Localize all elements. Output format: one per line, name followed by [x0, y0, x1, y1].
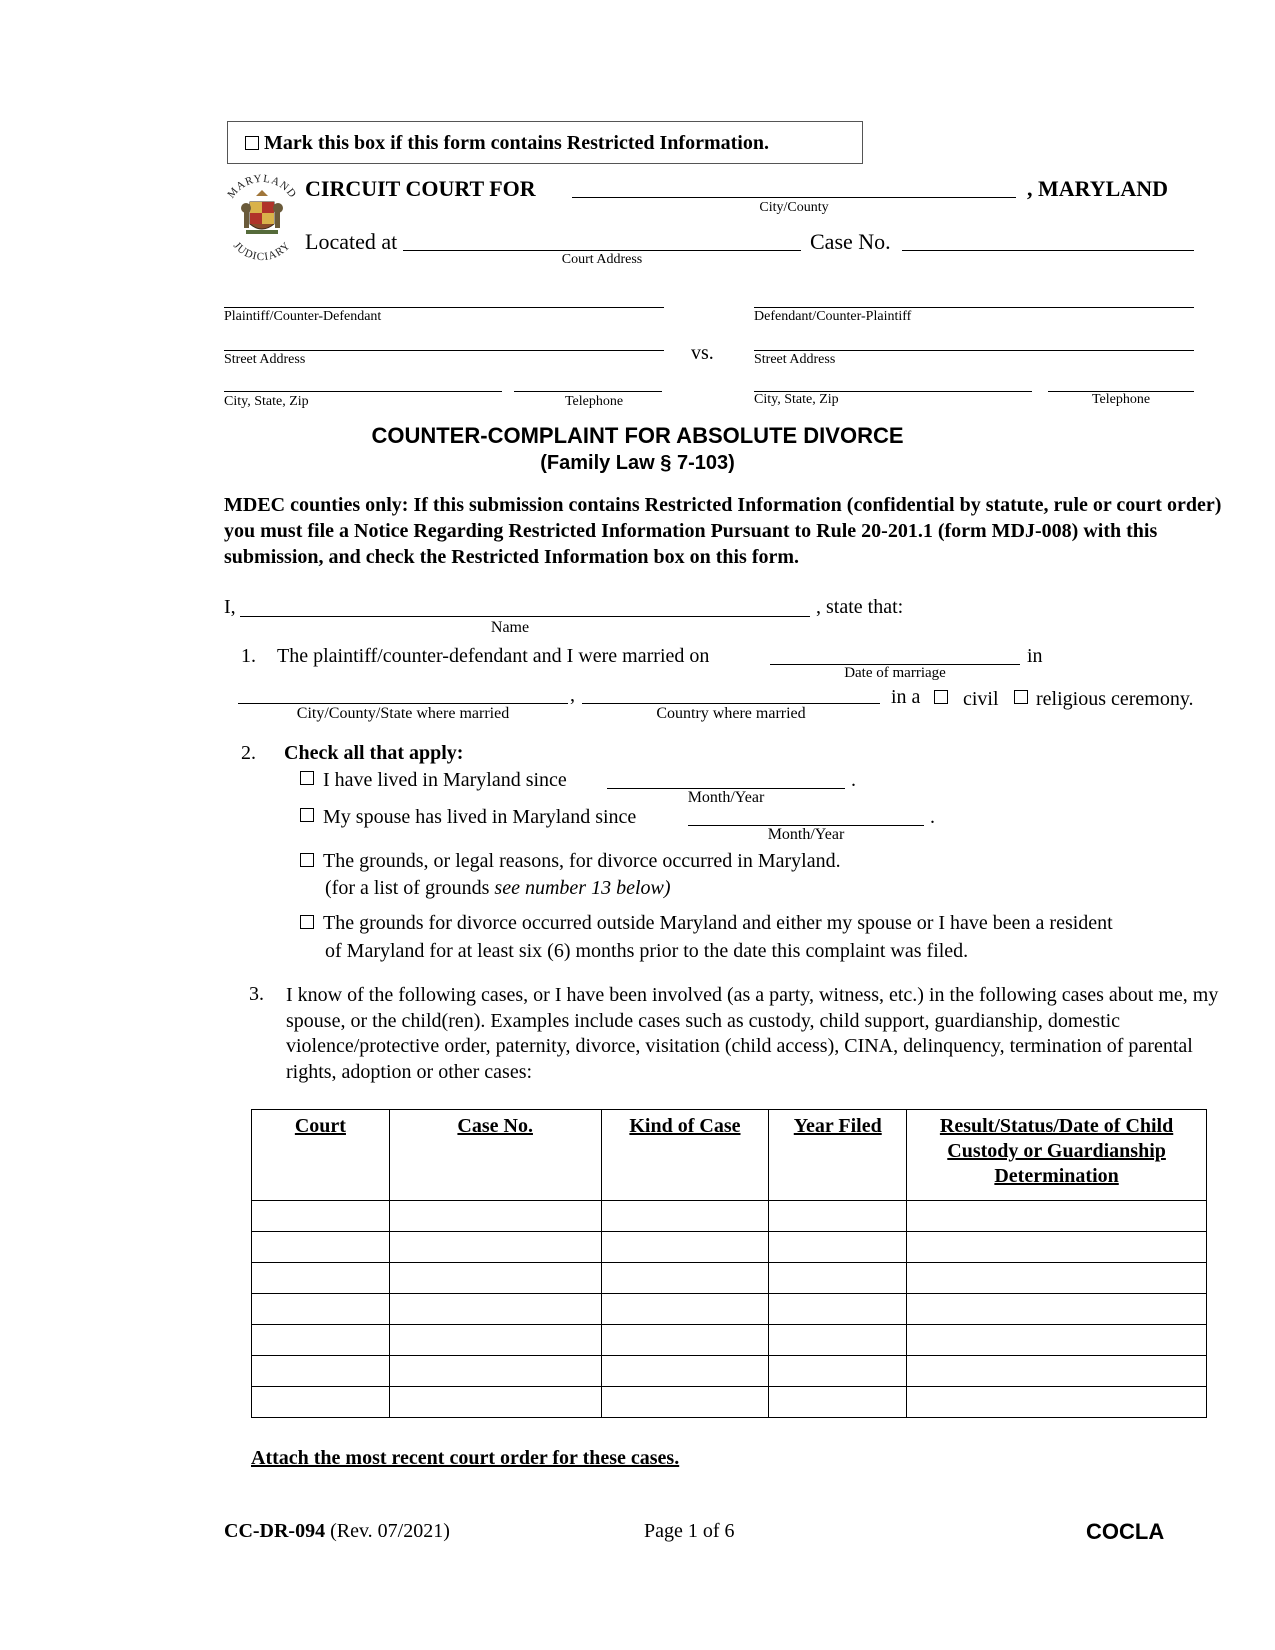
table-cell[interactable] [252, 1201, 390, 1232]
grounds-outside-checkbox[interactable] [300, 915, 314, 929]
marriage-country-field[interactable] [582, 703, 880, 704]
table-cell[interactable] [907, 1387, 1207, 1418]
city-county-field[interactable] [572, 197, 1016, 198]
table-cell[interactable] [601, 1232, 769, 1263]
defendant-name-field[interactable] [754, 307, 1194, 308]
table-row [252, 1263, 1207, 1294]
defendant-street-field[interactable] [754, 350, 1194, 351]
table-cell[interactable] [252, 1325, 390, 1356]
attach-order-note: Attach the most recent court order for these cases. [251, 1447, 680, 1469]
restricted-info-label: Mark this box if this form contains Restricted Information. [264, 132, 769, 154]
table-cell[interactable] [389, 1232, 601, 1263]
seal-top-text: MARYLAND [225, 172, 299, 201]
table-cell[interactable] [389, 1294, 601, 1325]
year-filed-column-header: Year Filed [769, 1110, 907, 1201]
spouse-lived-label: My spouse has lived in Maryland since [323, 806, 637, 828]
court-address-field[interactable] [403, 250, 801, 251]
table-cell[interactable] [769, 1387, 907, 1418]
name-field[interactable] [240, 616, 810, 617]
marriage-place-field[interactable] [238, 703, 568, 704]
located-at-label: Located at [305, 229, 398, 254]
grounds-note-prefix: (for a list of grounds [325, 877, 495, 899]
name-caption: Name [490, 619, 530, 636]
restricted-info-box [227, 121, 863, 164]
table-cell[interactable] [252, 1263, 390, 1294]
table-cell[interactable] [601, 1356, 769, 1387]
table-row [252, 1325, 1207, 1356]
circuit-court-label: CIRCUIT COURT FOR [305, 176, 536, 201]
religious-ceremony-checkbox[interactable] [1014, 690, 1028, 704]
cases-table [251, 1109, 1207, 1418]
table-cell[interactable] [907, 1232, 1207, 1263]
grounds-note-reference: see number 13 below) [494, 877, 671, 899]
maryland-judiciary-seal [222, 172, 302, 268]
plaintiff-city-caption: City, State, Zip [224, 394, 309, 409]
table-cell[interactable] [601, 1294, 769, 1325]
document-title: COUNTER-COMPLAINT FOR ABSOLUTE DIVORCE [371, 423, 904, 448]
table-cell[interactable] [907, 1201, 1207, 1232]
form-code: CC-DR-094 [224, 1520, 326, 1542]
marriage-country-caption: Country where married [656, 705, 806, 722]
defendant-city-caption: City, State, Zip [754, 392, 839, 407]
marriage-date-caption: Date of marriage [844, 665, 946, 681]
grounds-in-maryland-checkbox[interactable] [300, 853, 314, 867]
table-cell[interactable] [601, 1325, 769, 1356]
table-row [252, 1232, 1207, 1263]
case-no-column-header: Case No. [389, 1110, 601, 1201]
coat-of-arms-icon [241, 190, 283, 234]
item2-heading: Check all that apply: [284, 742, 464, 764]
table-cell[interactable] [769, 1232, 907, 1263]
grounds-note [325, 877, 671, 900]
table-row [252, 1294, 1207, 1325]
religious-label: religious ceremony. [1036, 688, 1194, 710]
plaintiff-telephone-caption: Telephone [564, 394, 624, 409]
lived-in-maryland-checkbox[interactable] [300, 771, 314, 785]
city-county-caption: City/County [759, 200, 829, 215]
table-row [252, 1387, 1207, 1418]
item1-in-label: in [1027, 645, 1043, 667]
statement-prefix: I, [224, 596, 236, 618]
form-revision: (Rev. 07/2021) [325, 1520, 450, 1542]
item1-text: The plaintiff/counter-defendant and I were married on [277, 645, 710, 667]
table-cell[interactable] [769, 1325, 907, 1356]
grounds-outside-line1: The grounds for divorce occurred outside Maryland and either my spouse or I have been a resident [323, 912, 1113, 934]
lived-in-maryland-label: I have lived in Maryland since [323, 769, 567, 791]
spouse-since-caption: Month/Year [767, 826, 845, 843]
table-cell[interactable] [907, 1263, 1207, 1294]
restricted-info-checkbox[interactable] [245, 136, 259, 150]
table-cell[interactable] [601, 1201, 769, 1232]
plaintiff-caption: Plaintiff/Counter-Defendant [224, 309, 382, 324]
kind-of-case-column-header: Kind of Case [601, 1110, 769, 1201]
table-cell[interactable] [769, 1294, 907, 1325]
maryland-label: , MARYLAND [1027, 176, 1168, 201]
civil-label: civil [963, 688, 999, 710]
case-no-field[interactable] [902, 250, 1194, 251]
item3-number: 3. [249, 983, 264, 1005]
item2-number: 2. [241, 742, 256, 764]
table-cell[interactable] [389, 1325, 601, 1356]
defendant-street-caption: Street Address [754, 352, 836, 367]
plaintiff-city-field[interactable] [224, 391, 502, 392]
defendant-telephone-caption: Telephone [1091, 392, 1151, 407]
table-cell[interactable] [389, 1201, 601, 1232]
table-cell[interactable] [601, 1263, 769, 1294]
table-cell[interactable] [769, 1356, 907, 1387]
plaintiff-name-field[interactable] [224, 307, 664, 308]
plaintiff-street-field[interactable] [224, 350, 664, 351]
table-row [252, 1356, 1207, 1387]
result-status-column-header: Result/Status/Date of Child Custody or Guardianship Determination [907, 1110, 1207, 1201]
marriage-place-caption: City/County/State where married [296, 705, 510, 722]
option2-period: . [930, 806, 935, 828]
statement-suffix: , state that: [816, 596, 904, 618]
item1-in-a-label: in a [891, 686, 921, 708]
court-address-caption: Court Address [561, 252, 643, 267]
vs-label: vs. [691, 342, 714, 364]
spouse-lived-checkbox[interactable] [300, 808, 314, 822]
svg-text:MARYLAND [225, 173, 299, 201]
item1-comma: , [570, 684, 575, 706]
table-row [252, 1201, 1207, 1232]
mdec-notice: MDEC counties only: If this submission contains Restricted Information (confidential by statute, rule or court order) you must file a Notice Regarding Restricted Information Pursuant to Rule 20-201.1 (form MDJ-008) with this submission, and check the Restricted Information box on this form. [224, 494, 1222, 568]
table-cell[interactable] [252, 1387, 390, 1418]
item1-number: 1. [241, 645, 256, 667]
table-cell[interactable] [907, 1325, 1207, 1356]
table-cell[interactable] [252, 1294, 390, 1325]
seal-bottom-text: JUDICIARY [230, 239, 294, 264]
plaintiff-telephone-field[interactable] [514, 391, 662, 392]
table-cell[interactable] [769, 1263, 907, 1294]
table-cell[interactable] [907, 1294, 1207, 1325]
civil-ceremony-checkbox[interactable] [934, 690, 948, 704]
lived-since-caption: Month/Year [687, 789, 765, 806]
form-code-label: COCLA [1086, 1519, 1165, 1544]
document-subtitle: (Family Law § 7-103) [540, 452, 735, 474]
defendant-caption: Defendant/Counter-Plaintiff [754, 309, 912, 324]
table-cell[interactable] [769, 1201, 907, 1232]
form-identifier [224, 1520, 450, 1543]
table-cell[interactable] [252, 1232, 390, 1263]
case-no-label: Case No. [810, 229, 891, 254]
cases-table-header-row [252, 1110, 1207, 1201]
grounds-outside-line2: of Maryland for at least six (6) months prior to the date this complaint was filed. [325, 940, 969, 962]
court-column-header: Court [252, 1110, 390, 1201]
grounds-in-maryland-label: The grounds, or legal reasons, for divorce occurred in Maryland. [323, 850, 841, 872]
table-cell[interactable] [252, 1356, 390, 1387]
item3-text: I know of the following cases, or I have been involved (as a party, witness, etc.) in the following cases about me, my spouse, or the child(ren). Examples include cases such as custody, child support, guardianship, domestic violence/protective order, paternity, divorce, visitation (child access), CINA, delinquency, termination of parental rights, adoption or other cases: [286, 984, 1219, 1083]
option1-period: . [851, 769, 856, 791]
svg-text:JUDICIARY [231, 240, 293, 264]
table-cell[interactable] [389, 1387, 601, 1418]
plaintiff-street-caption: Street Address [224, 352, 306, 367]
table-cell[interactable] [601, 1387, 769, 1418]
table-cell[interactable] [389, 1263, 601, 1294]
page-number: Page 1 of 6 [644, 1520, 735, 1542]
table-cell[interactable] [907, 1356, 1207, 1387]
table-cell[interactable] [389, 1356, 601, 1387]
